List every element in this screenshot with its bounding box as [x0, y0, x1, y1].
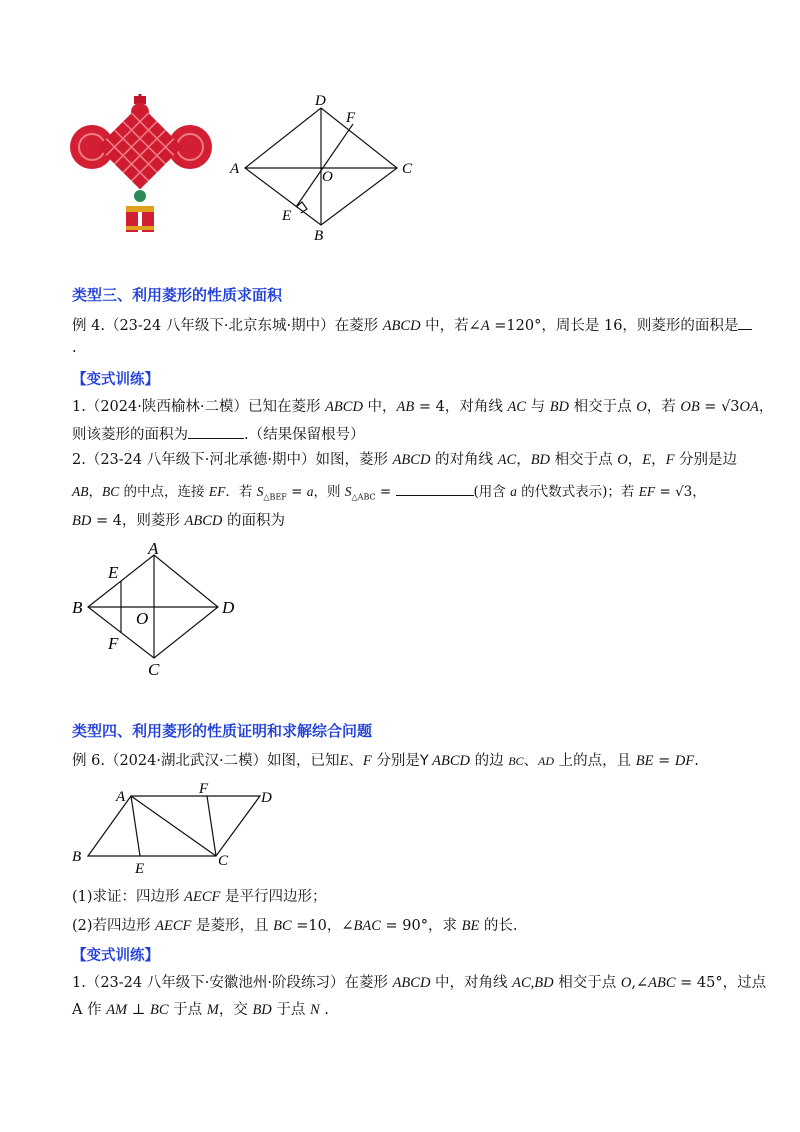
- part-1: (1)求证：四边形 AECF 是平行四边形；: [72, 889, 327, 905]
- segment-ae: [131, 796, 140, 856]
- question-2-line-2: AB，BC 的中点，连接 EF．若 $S_{\triangle BEF} = a$，则 $S_{\triangle ABC}$ = (用含 a 的代数式表示)；若 EF = √3，: [72, 481, 706, 508]
- knot-top-loop: [134, 96, 146, 104]
- example-6: 例 6.（2024·湖北武汉·二模）如图，已知E、F 分别是Y ABCD 的边 BC、AD 上的点，且 BE = DF.: [72, 753, 699, 769]
- label-f-2: F: [108, 634, 119, 653]
- label-d-2: D: [222, 598, 235, 617]
- type3-heading: 类型三、利用菱形的性质求面积: [72, 286, 283, 304]
- knot-jade-bead: [134, 190, 146, 202]
- question-2-line-3: BD = 4，则菱形 ABCD 的面积为: [72, 513, 286, 529]
- label-f-3: F: [199, 781, 209, 797]
- label-a-3: A: [116, 789, 126, 805]
- label-d: D: [315, 93, 326, 109]
- label-f: F: [346, 110, 356, 126]
- question-4-1-line-2: A 作 AM ⊥ BC 于点 M，交 BD 于点 N .: [72, 1002, 329, 1018]
- label-b-2: B: [72, 598, 83, 617]
- answer-blank-ex4[interactable]: [738, 315, 752, 330]
- label-o-2: O: [136, 609, 149, 628]
- label-d-3: D: [261, 790, 272, 806]
- training-heading-2: 【变式训练】: [72, 948, 159, 964]
- segment-ac: [131, 796, 216, 856]
- label-e-3: E: [135, 861, 145, 877]
- label-c-2: C: [148, 660, 160, 679]
- parallelogram-figure: [68, 778, 298, 878]
- segment-fc: [207, 796, 216, 856]
- chinese-knot-image: [68, 92, 218, 242]
- type4-heading: 类型四、利用菱形的性质证明和求解综合问题: [72, 722, 373, 740]
- training-heading-1: 【变式训练】: [72, 372, 159, 388]
- knot-center: [98, 105, 183, 190]
- label-e: E: [282, 208, 292, 224]
- label-o: O: [322, 169, 333, 185]
- question-4-1-line-1: 1.（23-24 八年级下·安徽池州·阶段练习）在菱形 ABCD 中，对角线 AC,BD 相交于点 O,∠ABC = 45°，过点: [72, 975, 767, 991]
- rhombus-figure-2: [68, 540, 248, 680]
- label-c: C: [402, 161, 413, 177]
- question-1-line-1: 1.（2024·陕西榆林·二模）已知在菱形 ABCD 中，AB = 4，对角线 AC 与 BD 相交于点 O，若 OB = √3OA，: [72, 399, 774, 415]
- segment-ef: [296, 124, 353, 207]
- example-4-end: .: [72, 340, 77, 356]
- label-a: A: [230, 161, 240, 177]
- part-2: (2)若四边形 AECF 是菱形，且 BC =10，∠BAC = 90°，求 BE 的长.: [72, 918, 518, 934]
- answer-blank-q2-a[interactable]: [396, 481, 474, 496]
- answer-blank-q1[interactable]: [188, 424, 244, 439]
- label-c-3: C: [218, 853, 229, 869]
- label-b-3: B: [72, 849, 82, 865]
- label-e-2: E: [108, 563, 119, 582]
- question-1-line-2: 则该菱形的面积为 .（结果保留根号）: [72, 424, 365, 445]
- question-2-line-1: 2.（23-24 八年级下·河北承德·期中）如图，菱形 ABCD 的对角线 AC，BD 相交于点 O，E，F 分别是边: [72, 452, 738, 468]
- rhombus-figure-1: [225, 92, 425, 242]
- example-4: 例 4.（23-24 八年级下·北京东城·期中）在菱形 ABCD 中，若∠A =120°，周长是 16，则菱形的面积是: [72, 315, 752, 336]
- label-b: B: [314, 228, 324, 242]
- label-a-2: A: [148, 540, 159, 558]
